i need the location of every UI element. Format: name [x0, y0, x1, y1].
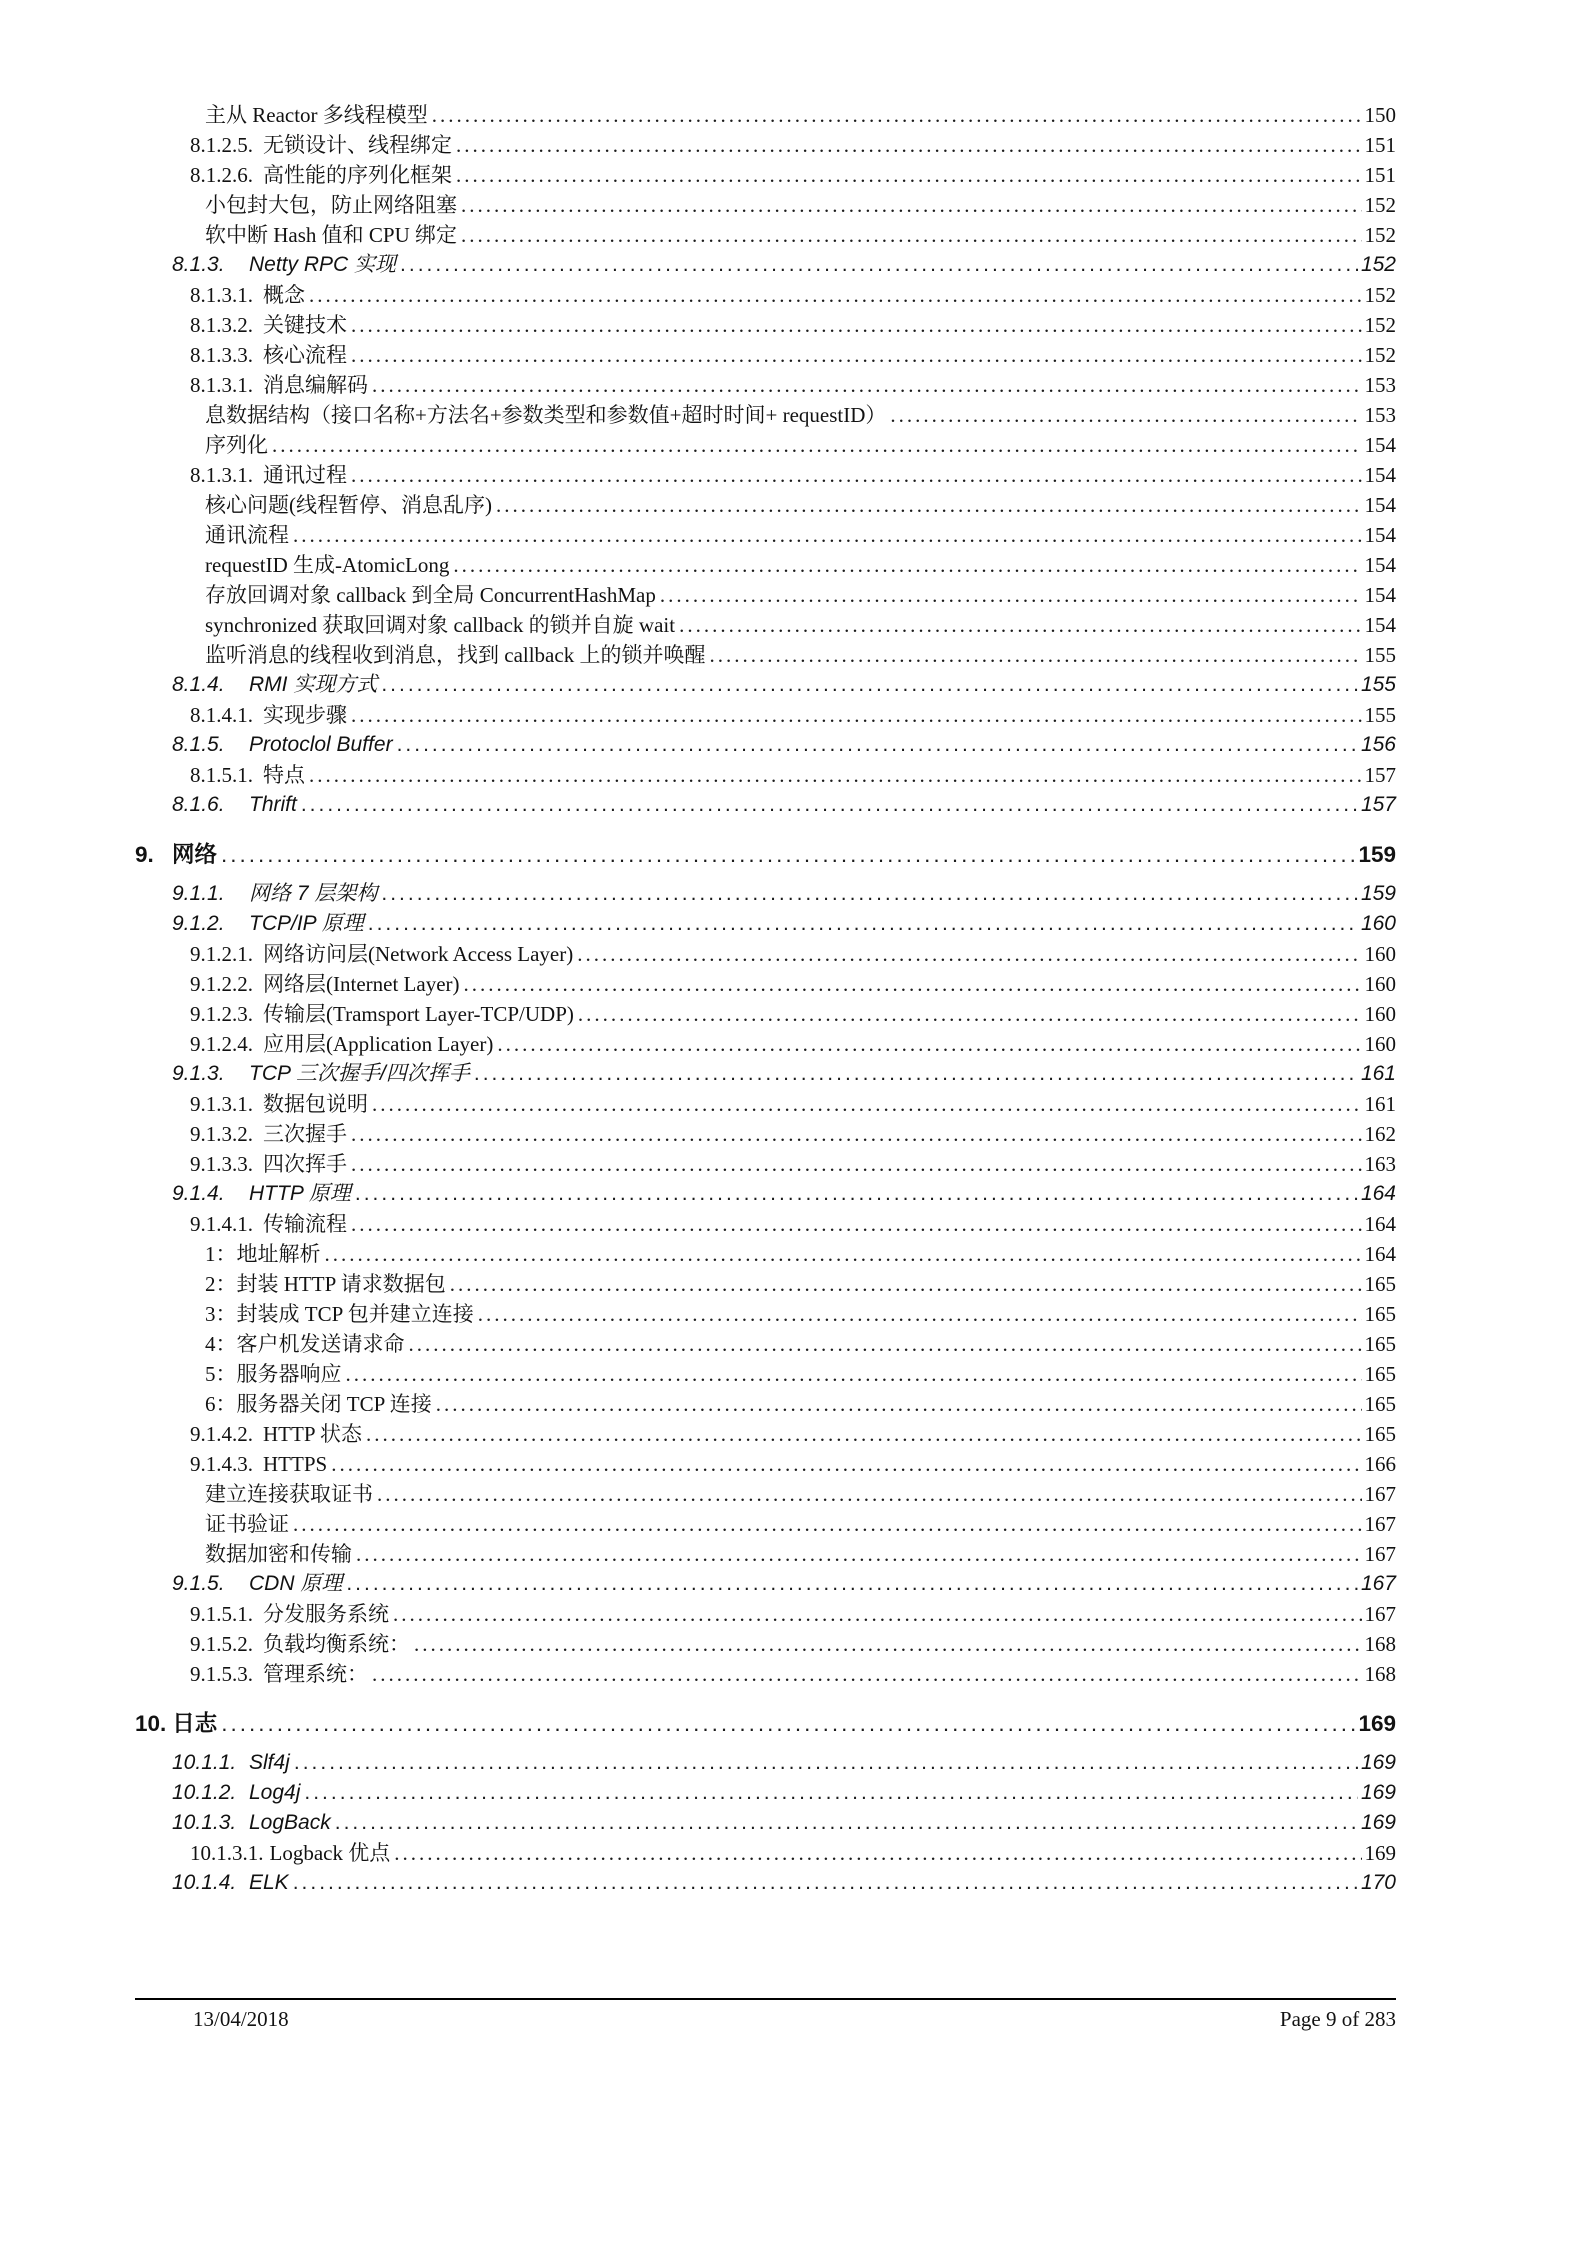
toc-entry-number: 8.1.4.1. [190, 703, 253, 727]
toc-entry-title: 核心问题(线程暂停、消息乱序) [205, 493, 492, 517]
toc-entry-number: 9.1.5.2. [190, 1632, 253, 1656]
toc-dot-leader [351, 1149, 1362, 1179]
toc-entry[interactable] [190, 1149, 1396, 1179]
toc-dot-leader [372, 370, 1362, 400]
toc-entry-title: 序列化 [205, 433, 268, 457]
toc-entry[interactable] [205, 490, 1396, 520]
toc-entry-title: 传输层(Tramsport Layer-TCP/UDP) [263, 1002, 574, 1026]
toc-entry-title: 管理系统： [263, 1662, 368, 1686]
toc-dot-leader [478, 1299, 1362, 1329]
toc-entry[interactable] [172, 909, 1396, 939]
toc-entry-number: 9.1.5. [172, 1572, 225, 1595]
toc-dot-leader [432, 100, 1362, 130]
toc-entry-title: 概念 [263, 283, 305, 307]
toc-entry-page: 167 [1364, 1482, 1396, 1506]
toc-entry[interactable] [205, 1269, 1396, 1299]
toc-dot-leader [221, 1709, 1355, 1739]
toc-entry-page: 155 [1364, 643, 1396, 667]
toc-entry-title: Thrift [249, 793, 297, 816]
toc-entry[interactable] [172, 1868, 1396, 1898]
toc-dot-leader [351, 700, 1362, 730]
toc-entry-title: 网络访问层(Network Access Layer) [263, 942, 574, 966]
toc-entry-title: CDN 原理 [249, 1572, 343, 1595]
toc-entry-page: 154 [1364, 523, 1396, 547]
toc-entry-page: 157 [1364, 763, 1396, 787]
toc-entry-number: 9.1.4.3. [190, 1452, 253, 1476]
toc-entry-page: 164 [1364, 1242, 1396, 1266]
toc-dot-leader [351, 1209, 1362, 1239]
toc-entry-number: 10.1.2. [172, 1781, 237, 1804]
toc-dot-leader [474, 1059, 1358, 1089]
toc-entry-title: 小包封大包，防止网络阻塞 [205, 193, 457, 217]
toc-entry[interactable] [172, 1569, 1396, 1599]
toc-entry-page: 165 [1364, 1422, 1396, 1446]
toc-entry-number: 9.1.3. [172, 1062, 225, 1085]
toc-entry-page: 165 [1364, 1332, 1396, 1356]
toc-entry[interactable] [172, 670, 1396, 700]
toc-entry-number: 8.1.3.2. [190, 313, 253, 337]
toc-entry-page: 152 [1364, 313, 1396, 337]
toc-entry-page: 152 [1364, 283, 1396, 307]
toc-dot-leader [351, 460, 1362, 490]
toc-dot-leader [221, 840, 1355, 870]
toc-entry-page: 169 [1360, 1811, 1396, 1834]
toc-entry[interactable] [172, 1778, 1396, 1808]
toc-entry-title: Log4j [249, 1781, 301, 1804]
toc-dot-leader [293, 1509, 1362, 1539]
toc-entry-title: 通讯过程 [263, 463, 347, 487]
toc-entry[interactable] [172, 1059, 1396, 1089]
toc-entry[interactable] [205, 1539, 1396, 1569]
toc-dot-leader [351, 310, 1362, 340]
toc-entry-title: 日志 [172, 1711, 218, 1736]
toc-dot-leader [325, 1239, 1362, 1269]
toc-dot-leader [294, 1748, 1358, 1778]
toc-dot-leader [331, 1449, 1361, 1479]
toc-entry-number: 8.1.2.6. [190, 163, 253, 187]
toc-entry-page: 160 [1364, 1032, 1396, 1056]
toc-dot-leader [351, 340, 1362, 370]
toc-entry[interactable] [205, 520, 1396, 550]
toc-entry-number: 9.1.3.3. [190, 1152, 253, 1176]
toc-entry-page: 168 [1364, 1632, 1396, 1656]
table-of-contents [135, 100, 1396, 1898]
toc-dot-leader [496, 490, 1362, 520]
toc-entry[interactable] [135, 1709, 1396, 1739]
toc-dot-leader [456, 160, 1362, 190]
toc-dot-leader [397, 730, 1358, 760]
toc-entry-page: 150 [1364, 103, 1396, 127]
toc-entry-title: 6：服务器关闭 TCP 连接 [205, 1392, 432, 1416]
toc-entry-title: RMI 实现方式 [249, 673, 378, 696]
toc-entry-number: 8.1.6. [172, 793, 225, 816]
toc-dot-leader [456, 130, 1362, 160]
toc-entry-page: 153 [1364, 403, 1396, 427]
toc-entry-number: 10.1.1. [172, 1751, 237, 1774]
toc-entry[interactable] [190, 280, 1396, 310]
toc-entry-page: 160 [1364, 942, 1396, 966]
toc-entry-page: 152 [1364, 343, 1396, 367]
toc-entry-page: 160 [1364, 1002, 1396, 1026]
toc-entry[interactable] [205, 1479, 1396, 1509]
toc-entry[interactable] [172, 879, 1396, 909]
toc-entry-page: 167 [1360, 1572, 1396, 1595]
toc-entry[interactable] [190, 130, 1396, 160]
toc-entry[interactable] [190, 1629, 1396, 1659]
toc-entry-title: HTTPS [263, 1452, 328, 1476]
toc-dot-leader [497, 1029, 1361, 1059]
toc-entry-page: 154 [1364, 553, 1396, 577]
toc-entry-number: 10.1.4. [172, 1871, 237, 1894]
toc-dot-leader [890, 400, 1361, 430]
toc-entry-title: 存放回调对象 callback 到全局 ConcurrentHashMap [205, 583, 656, 607]
toc-entry[interactable] [205, 400, 1396, 430]
toc-dot-leader [372, 1659, 1362, 1689]
toc-entry-number: 9.1.2.4. [190, 1032, 253, 1056]
toc-dot-leader [351, 1119, 1362, 1149]
toc-entry-page: 169 [1360, 1781, 1396, 1804]
toc-entry-title: 负载均衡系统： [263, 1632, 410, 1656]
footer-row [135, 2006, 1396, 2032]
toc-entry-page: 165 [1364, 1362, 1396, 1386]
toc-entry-title: TCP 三次握手/四次挥手 [249, 1062, 470, 1085]
toc-entry-page: 152 [1364, 193, 1396, 217]
toc-entry-page: 163 [1364, 1152, 1396, 1176]
toc-entry[interactable] [190, 160, 1396, 190]
toc-entry-page: 154 [1364, 583, 1396, 607]
toc-dot-leader [377, 1479, 1362, 1509]
toc-dot-leader [409, 1329, 1362, 1359]
toc-entry-title: 消息编解码 [263, 373, 368, 397]
toc-entry-number: 8.1.5. [172, 733, 225, 756]
toc-entry-title: 三次握手 [263, 1122, 347, 1146]
toc-entry[interactable] [172, 1748, 1396, 1778]
toc-entry[interactable] [190, 700, 1396, 730]
toc-entry-title: 高性能的序列化框架 [263, 163, 452, 187]
toc-entry[interactable] [172, 250, 1396, 280]
toc-entry[interactable] [190, 1119, 1396, 1149]
toc-entry-page: 160 [1364, 972, 1396, 996]
toc-entry-title: Netty RPC 实现 [249, 253, 397, 276]
toc-entry-page: 159 [1360, 882, 1396, 905]
toc-entry-number: 10.1.3.1. [190, 1841, 264, 1865]
toc-entry-title: 监听消息的线程收到消息，找到 callback 上的锁并唤醒 [205, 643, 706, 667]
toc-entry-number: 9.1.3.2. [190, 1122, 253, 1146]
toc-entry-number: 9.1.2.1. [190, 942, 253, 966]
toc-entry-number: 8.1.4. [172, 673, 225, 696]
toc-entry-title: 软中断 Hash 值和 CPU 绑定 [205, 223, 458, 247]
toc-entry[interactable] [190, 969, 1396, 999]
toc-entry-title: 关键技术 [263, 313, 347, 337]
toc-entry[interactable] [190, 1838, 1396, 1868]
toc-entry-title: Logback 优点 [269, 1841, 391, 1865]
toc-entry[interactable] [205, 190, 1396, 220]
toc-entry-title: 网络 [172, 842, 218, 867]
toc-entry[interactable] [190, 1599, 1396, 1629]
toc-entry-title: 3：封装成 TCP 包并建立连接 [205, 1302, 474, 1326]
toc-entry-title: 通讯流程 [205, 523, 289, 547]
toc-entry-page: 169 [1364, 1841, 1396, 1865]
toc-entry-number: 9.1.4. [172, 1182, 225, 1205]
toc-dot-leader [309, 280, 1362, 310]
toc-entry-page: 169 [1358, 1711, 1396, 1736]
toc-entry-number: 9.1.2.2. [190, 972, 253, 996]
toc-entry-page: 154 [1364, 493, 1396, 517]
toc-dot-leader [304, 1778, 1358, 1808]
toc-entry[interactable] [205, 1509, 1396, 1539]
toc-entry-title: 无锁设计、线程绑定 [263, 133, 452, 157]
toc-entry-page: 153 [1364, 373, 1396, 397]
toc-entry-page: 167 [1364, 1542, 1396, 1566]
toc-entry-page: 165 [1364, 1272, 1396, 1296]
toc-entry-title: 实现步骤 [263, 703, 347, 727]
toc-dot-leader [355, 1179, 1358, 1209]
toc-entry[interactable] [205, 1329, 1396, 1359]
toc-dot-leader [709, 640, 1361, 670]
toc-entry-title: ELK [249, 1871, 289, 1894]
toc-entry[interactable] [205, 640, 1396, 670]
toc-entry-title: requestID 生成-AtomicLong [205, 553, 450, 577]
toc-entry[interactable] [205, 1359, 1396, 1389]
toc-dot-leader [461, 190, 1362, 220]
toc-entry-page: 168 [1364, 1662, 1396, 1686]
toc-entry-page: 154 [1364, 463, 1396, 487]
page-footer [135, 1998, 1396, 2032]
toc-dot-leader [461, 220, 1361, 250]
toc-entry-page: 159 [1358, 842, 1396, 867]
toc-entry-number: 8.1.3. [172, 253, 225, 276]
toc-dot-leader [356, 1539, 1362, 1569]
toc-entry[interactable] [190, 999, 1396, 1029]
toc-entry-number: 9.1.4.1. [190, 1212, 253, 1236]
toc-entry-number: 9.1.2. [172, 912, 225, 935]
footer-page-info: Page 9 of 283 [1279, 2007, 1396, 2031]
toc-entry-page: 162 [1364, 1122, 1396, 1146]
toc-dot-leader [453, 550, 1361, 580]
toc-entry-title: 建立连接获取证书 [205, 1482, 373, 1506]
toc-entry-page: 154 [1364, 613, 1396, 637]
toc-entry-number: 8.1.3.1. [190, 283, 253, 307]
toc-entry-title: 5：服务器响应 [205, 1362, 342, 1386]
toc-entry[interactable] [190, 760, 1396, 790]
toc-entry-title: 2：封装 HTTP 请求数据包 [205, 1272, 446, 1296]
toc-entry-page: 151 [1364, 163, 1396, 187]
toc-entry-number: 8.1.5.1. [190, 763, 253, 787]
toc-entry-title: 1：地址解析 [205, 1242, 321, 1266]
toc-entry[interactable] [190, 939, 1396, 969]
toc-entry-title: 传输流程 [263, 1212, 347, 1236]
toc-entry-title: 网络层(Internet Layer) [263, 972, 460, 996]
toc-entry-number: 9.1.1. [172, 882, 225, 905]
toc-entry-title: synchronized 获取回调对象 callback 的锁并自旋 wait [205, 613, 676, 637]
toc-entry[interactable] [190, 1089, 1396, 1119]
toc-entry-title: TCP/IP 原理 [249, 912, 364, 935]
toc-entry[interactable] [190, 460, 1396, 490]
toc-entry-title: 应用层(Application Layer) [263, 1032, 494, 1056]
toc-dot-leader [366, 1419, 1362, 1449]
toc-entry[interactable] [172, 1808, 1396, 1838]
toc-entry-page: 156 [1360, 733, 1396, 756]
toc-dot-leader [450, 1269, 1362, 1299]
toc-entry[interactable] [190, 310, 1396, 340]
toc-entry-page: 164 [1360, 1182, 1396, 1205]
toc-entry[interactable] [190, 1029, 1396, 1059]
toc-entry-title: HTTP 原理 [249, 1182, 351, 1205]
toc-entry-number: 9.1.5.1. [190, 1602, 253, 1626]
toc-dot-leader [381, 670, 1358, 700]
toc-entry-title: 主从 Reactor 多线程模型 [205, 103, 428, 127]
toc-entry[interactable] [172, 790, 1396, 820]
toc-entry[interactable] [190, 1449, 1396, 1479]
toc-entry-title: 数据加密和传输 [205, 1542, 352, 1566]
toc-dot-leader [394, 1838, 1361, 1868]
toc-entry[interactable] [135, 840, 1396, 870]
toc-entry-page: 152 [1364, 223, 1396, 247]
toc-entry-page: 170 [1360, 1871, 1396, 1894]
toc-dot-leader [301, 790, 1358, 820]
toc-dot-leader [346, 1359, 1362, 1389]
toc-dot-leader [335, 1808, 1358, 1838]
toc-dot-leader [381, 879, 1358, 909]
toc-dot-leader [293, 520, 1362, 550]
toc-entry-page: 152 [1360, 253, 1396, 276]
toc-entry-number: 10. [135, 1711, 167, 1736]
toc-entry-number: 9.1.5.3. [190, 1662, 253, 1686]
toc-entry[interactable] [205, 220, 1396, 250]
toc-dot-leader [436, 1389, 1362, 1419]
toc-entry-title: 证书验证 [205, 1512, 289, 1536]
toc-dot-leader [272, 430, 1362, 460]
toc-entry-number: 9.1.4.2. [190, 1422, 253, 1446]
toc-dot-leader [660, 580, 1362, 610]
toc-entry-page: 169 [1360, 1751, 1396, 1774]
toc-entry-title: 分发服务系统 [263, 1602, 389, 1626]
toc-entry[interactable] [190, 340, 1396, 370]
toc-entry-page: 151 [1364, 133, 1396, 157]
toc-entry[interactable] [205, 100, 1396, 130]
toc-entry[interactable] [190, 1659, 1396, 1689]
toc-entry-title: Slf4j [249, 1751, 290, 1774]
toc-dot-leader [577, 939, 1361, 969]
toc-entry-page: 167 [1364, 1602, 1396, 1626]
toc-entry-page: 167 [1364, 1512, 1396, 1536]
toc-dot-leader [293, 1868, 1358, 1898]
toc-entry[interactable] [190, 1209, 1396, 1239]
toc-entry-number: 8.1.3.3. [190, 343, 253, 367]
toc-entry-title: 特点 [263, 763, 305, 787]
toc-entry-title: 数据包说明 [263, 1092, 368, 1116]
toc-entry-number: 8.1.3.1. [190, 463, 253, 487]
toc-entry-title: 4：客户机发送请求命 [205, 1332, 405, 1356]
footer-date: 13/04/2018 [193, 2007, 289, 2031]
toc-dot-leader [309, 760, 1362, 790]
toc-entry[interactable] [172, 1179, 1396, 1209]
toc-entry[interactable] [205, 430, 1396, 460]
toc-entry-page: 157 [1360, 793, 1396, 816]
toc-dot-leader [679, 610, 1361, 640]
toc-entry-number: 10.1.3. [172, 1811, 237, 1834]
toc-dot-leader [414, 1629, 1362, 1659]
toc-dot-leader [464, 969, 1362, 999]
toc-entry-page: 161 [1360, 1062, 1396, 1085]
toc-entry-page: 165 [1364, 1302, 1396, 1326]
toc-entry[interactable] [205, 550, 1396, 580]
toc-dot-leader [400, 250, 1358, 280]
toc-entry-title: LogBack [249, 1811, 331, 1834]
toc-entry-page: 165 [1364, 1392, 1396, 1416]
toc-dot-leader [372, 1089, 1362, 1119]
toc-entry[interactable] [172, 730, 1396, 760]
toc-entry[interactable] [205, 610, 1396, 640]
toc-entry-number: 9.1.3.1. [190, 1092, 253, 1116]
toc-entry[interactable] [205, 580, 1396, 610]
toc-entry-page: 154 [1364, 433, 1396, 457]
toc-dot-leader [578, 999, 1362, 1029]
toc-entry-page: 161 [1364, 1092, 1396, 1116]
toc-entry-number: 8.1.3.1. [190, 373, 253, 397]
toc-entry-title: 核心流程 [263, 343, 347, 367]
toc-entry-page: 166 [1364, 1452, 1396, 1476]
toc-entry-title: 四次挥手 [263, 1152, 347, 1176]
toc-entry-title: 息数据结构（接口名称+方法名+参数类型和参数值+超时时间+ requestID） [205, 403, 887, 427]
toc-entry-page: 160 [1360, 912, 1396, 935]
toc-entry[interactable] [205, 1299, 1396, 1329]
toc-entry-title: HTTP 状态 [263, 1422, 362, 1446]
toc-entry[interactable] [190, 370, 1396, 400]
toc-dot-leader [346, 1569, 1358, 1599]
toc-dot-leader [368, 909, 1358, 939]
toc-entry-title: 网络 7 层架构 [249, 882, 378, 905]
toc-entry-title: Protoclol Buffer [249, 733, 393, 756]
toc-entry[interactable] [205, 1239, 1396, 1269]
toc-dot-leader [393, 1599, 1362, 1629]
toc-entry-number: 9. [135, 842, 154, 867]
toc-entry-page: 164 [1364, 1212, 1396, 1236]
toc-entry-number: 8.1.2.5. [190, 133, 253, 157]
toc-entry[interactable] [205, 1389, 1396, 1419]
toc-entry-page: 155 [1360, 673, 1396, 696]
toc-entry[interactable] [190, 1419, 1396, 1449]
toc-entry-number: 9.1.2.3. [190, 1002, 253, 1026]
toc-entry-page: 155 [1364, 703, 1396, 727]
